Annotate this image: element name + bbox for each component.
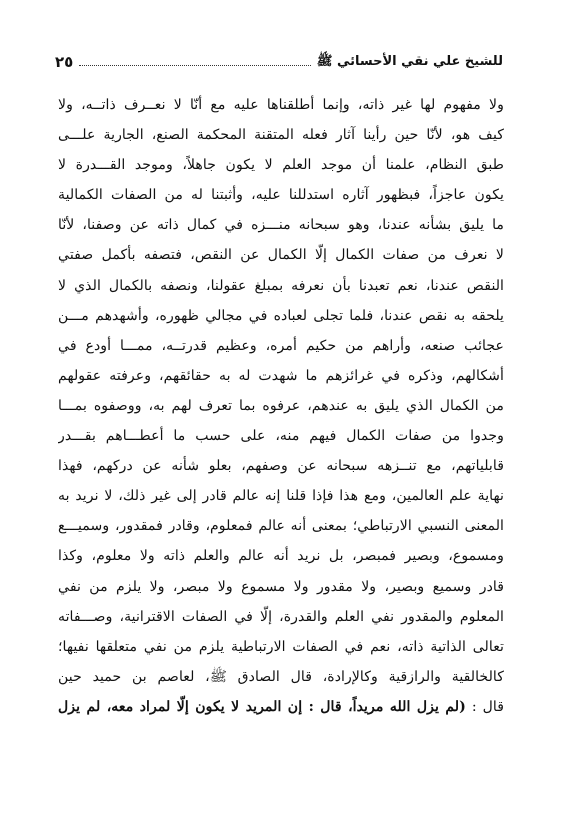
text-line: ومسموع، وبصير فمبصر، بل نريد أنه عالم والعلم ذاته ولا معلوم، وكذا: [58, 548, 504, 565]
text-line: قادر وسميع وبصير، ولا مقدور ولا مسموع ولا مبصر، ولا يلزم من نفي: [58, 578, 504, 595]
text-line: وجدوا من صفات الكمال فيهم منه، على حسب ما أعطـــاهم بقـــدر: [58, 428, 504, 445]
text-line: ولا مفهوم لها غير ذاته، وإنما أطلقناها عليه مع أنّا لا نعــرف ذاتــه، ولا: [58, 97, 504, 113]
text-line: من الكمال الذي يليق به عندهم، عرفوه بما تعرف لهم به، ووصفوه بمـــا: [58, 397, 504, 414]
body-text: [58, 90, 504, 722]
text-line: نهاية علم العالمين، ومع هذا فإذا قلنا إنه عالم قادر إلى غير ذلك، لا نريد به: [58, 488, 504, 505]
text-line: يلحقه به نقص عندنا، فلما تجلى لعباده في مجالي ظهوره، وأشهدهم مـــن: [58, 307, 504, 324]
text-line: عجائب صنعه، وأراهم من حكيم أمره، وعظيم قدرتــه، ممـــا أودع في: [58, 337, 504, 354]
text-line: ما يليق بشأنه عندنا، وهو سبحانه منـــزه في كمال ذاته عن وصفنا، لأنّا: [58, 217, 504, 234]
running-header: [55, 50, 503, 70]
text-line: كالخالقية والرازقية وكالإرادة، قال الصادق ﷺ، لعاصم بن حميد حين: [58, 668, 504, 685]
quoted-hadith: (لم يزل الله مريداً، قال : إن المريد لا يكون إلّا لمراد معه، لم يزل: [58, 698, 466, 715]
text-line: كيف هو، لأنّا حين رأينا آثار فعله المتقنة المحكمة الصنع، الجارية علـــى: [58, 127, 504, 144]
text-line: لا نعرف من صفات الكمال إلّا الكمال عن النقص، فتصفه بأكمل صفتي: [58, 247, 504, 264]
header-leader-dots: [79, 64, 310, 66]
header-title: للشيخ علي نقي الأحسائي ﷺ: [316, 54, 503, 69]
text-line: المعنى النسبي الارتباطي؛ بمعنى أنه عالم فمعلوم، وقادر فمقدور، وسميـــع: [58, 518, 504, 535]
text-line-last: [58, 692, 504, 722]
text-line: النقص عندنا، نعم تعبدنا بأن نعرفه بمبلغ عقولنا، ونصفه بالكمال الذي لا: [58, 277, 504, 294]
text-line: يكون عاجزاً، فبظهور آثاره استدللنا عليه، وأثبتنا له من الصفات الكمالية: [58, 187, 504, 204]
text-line: تعالى الذاتية ذاته، نعم في الصفات الارتباطية يلزم من نفي متعلقها نفيها؛: [58, 638, 504, 655]
text-line: قابلياتهم، مع تنــزهه سبحانه عن وصفهم، بعلو شأنه عن دركهم، فهذا: [58, 458, 504, 475]
text-line: المعلوم والمقدور نفي العلم والقدرة، إلّا في الصفات الاقترانية، وصـــفاته: [58, 608, 504, 625]
page-number: ٢٥: [55, 53, 74, 71]
text-line: أشكالهم، وذكره في غرائزهم ما شهدت له به حقائقهم، وعرفته عقولهم: [58, 367, 504, 384]
text-line: طبق النظام، علمنا أن موجد العلم لا يكون جاهلاً، وموجد القـــدرة لا: [58, 157, 504, 174]
quote-intro: قال :: [465, 698, 504, 715]
